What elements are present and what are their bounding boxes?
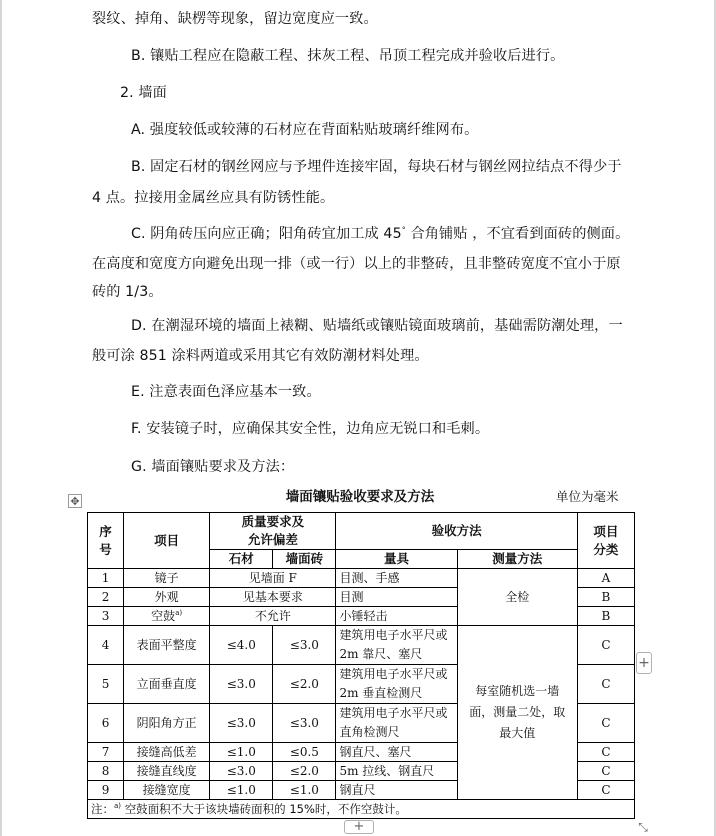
cell-requirement: 不允许 (210, 607, 336, 626)
table-row (88, 626, 635, 665)
cell-class: C (577, 743, 634, 762)
cell-tile: ≤1.0 (273, 781, 336, 800)
cell-no: 7 (88, 743, 124, 762)
cell-tile: ≤2.0 (273, 665, 336, 704)
paragraph-line (131, 224, 629, 244)
acceptance-table (87, 512, 635, 819)
cell-stone: ≤1.0 (210, 781, 273, 800)
cell-class: A (577, 569, 634, 588)
paragraph-fragment: 合角铺贴 ，不宜看到面砖的侧面。 (410, 226, 630, 242)
section-heading: 2. 墙面 (120, 85, 167, 101)
cell-stone: ≤3.0 (210, 704, 273, 743)
cell-no: 6 (88, 704, 124, 743)
header-stone: 石材 (210, 550, 273, 569)
header-measure: 测量方法 (457, 550, 577, 569)
paragraph-line: D. 在潮湿环境的墙面上裱糊、贴墙纸或镶贴镜面玻璃前，基础需防潮处理，一 (131, 318, 623, 334)
paragraph-line: B. 镶贴工程应在隐蔽工程、抹灰工程、吊顶工程完成并验收后进行。 (131, 48, 565, 64)
paragraph-fragment: C. 阴角砖压向应正确；阳角砖宜加工成 45 (131, 226, 402, 242)
table-note: 注：$^{a)}$ 空鼓面积不大于该块墙砖面积的 15%时，不作空鼓计。 (88, 800, 635, 819)
cell-no: 8 (88, 762, 124, 781)
header-method: 验收方法 (336, 513, 577, 550)
header-quality: 质量要求及 允许偏差 (210, 513, 336, 550)
paragraph-line: E. 注意表面色泽应基本一致。 (131, 384, 321, 400)
paragraph-line: 般可涂 851 涂料两道或采用其它有效防潮材料处理。 (92, 348, 429, 364)
cell-item: 空鼓$^{a)}$ (124, 607, 210, 626)
cell-class: C (577, 704, 634, 743)
cell-requirement: 见墙面 F (210, 569, 336, 588)
plus-icon[interactable]: + (344, 820, 374, 834)
resize-diagonal-icon[interactable]: ⤡ (638, 820, 648, 834)
paragraph-line: B. 固定石材的钢丝网应与予埋件连接牢固，每块石材与钢丝网拉结点不得少于 (131, 159, 622, 175)
paragraph-line: A. 强度较低或较薄的石材应在背面粘贴玻璃纤维网布。 (131, 122, 479, 138)
plus-icon[interactable]: + (636, 652, 652, 674)
cell-tools: 建筑用电子水平尺或 2m 靠尺、塞尺 (336, 626, 457, 665)
cell-tools: 目测、手感 (336, 569, 457, 588)
table-row (88, 569, 635, 588)
cell-tools: 钢直尺 (336, 781, 457, 800)
table-unit: 单位为毫米 (556, 489, 619, 504)
cell-stone: ≤4.0 (210, 626, 273, 665)
cell-tools: 建筑用电子水平尺或 2m 垂直检测尺 (336, 665, 457, 704)
paragraph-line: 在高度和宽度方向避免出现一排（或一行）以上的非整砖，且非整砖宽度不宜小于原 (92, 256, 621, 272)
header-tile: 墙面砖 (273, 550, 336, 569)
cell-no: 1 (88, 569, 124, 588)
cell-tile: ≤2.0 (273, 762, 336, 781)
cell-tile: ≤0.5 (273, 743, 336, 762)
cell-tools: 钢直尺、塞尺 (336, 743, 457, 762)
cell-stone: ≤1.0 (210, 743, 273, 762)
cell-item: 外观 (124, 588, 210, 607)
cell-item: 接缝直线度 (124, 762, 210, 781)
cell-item: 表面平整度 (124, 626, 210, 665)
cell-item: 接缝高低差 (124, 743, 210, 762)
paragraph-line: F. 安装镜子时，应确保其安全性，边角应无锐口和毛刺。 (131, 421, 490, 437)
cell-class: C (577, 781, 634, 800)
header-row (88, 513, 635, 550)
cell-class: C (577, 665, 634, 704)
cell-item: 接缝宽度 (124, 781, 210, 800)
cell-tools: 建筑用电子水平尺或 直角检测尺 (336, 704, 457, 743)
degree-mark: ° (401, 225, 406, 235)
header-item: 项目 (124, 513, 210, 569)
table-title-text: 墙面镶贴验收要求及方法 (285, 489, 435, 505)
move-arrows-icon[interactable]: ✥ (68, 494, 82, 508)
cell-tools: 5m 拉线、钢直尺 (336, 762, 457, 781)
cell-item: 镜子 (124, 569, 210, 588)
paragraph-line: 裂纹、掉角、缺楞等现象，留边宽度应一致。 (92, 11, 378, 27)
cell-no: 4 (88, 626, 124, 665)
header-tools: 量具 (336, 550, 457, 569)
header-class: 项目 分类 (577, 513, 634, 569)
cell-class: B (577, 588, 634, 607)
page-edge-left (0, 0, 2, 836)
cell-item: 立面垂直度 (124, 665, 210, 704)
cell-stone: ≤3.0 (210, 665, 273, 704)
paragraph-line: 4 点。拉接用金属丝应具有防锈性能。 (92, 190, 335, 206)
cell-tools: 目测 (336, 588, 457, 607)
cell-class: B (577, 607, 634, 626)
paragraph-line: G. 墙面镶贴要求及方法： (131, 459, 295, 475)
paragraph-line: 砖的 1/3。 (92, 284, 163, 300)
cell-tools: 小锤轻击 (336, 607, 457, 626)
cell-no: 9 (88, 781, 124, 800)
cell-requirement: 见基本要求 (210, 588, 336, 607)
cell-class: C (577, 626, 634, 665)
cell-no: 5 (88, 665, 124, 704)
cell-class: C (577, 762, 634, 781)
cell-tile: ≤3.0 (273, 626, 336, 665)
header-no: 序 号 (88, 513, 124, 569)
cell-item: 阴阳角方正 (124, 704, 210, 743)
cell-measure-random: 每室随机选一墙 面，测量二处，取 最大值 (457, 626, 577, 800)
cell-measure-full: 全检 (457, 569, 577, 626)
cell-no: 3 (88, 607, 124, 626)
cell-no: 2 (88, 588, 124, 607)
note-row (88, 800, 635, 819)
cell-stone: ≤3.0 (210, 762, 273, 781)
cell-tile: ≤3.0 (273, 704, 336, 743)
